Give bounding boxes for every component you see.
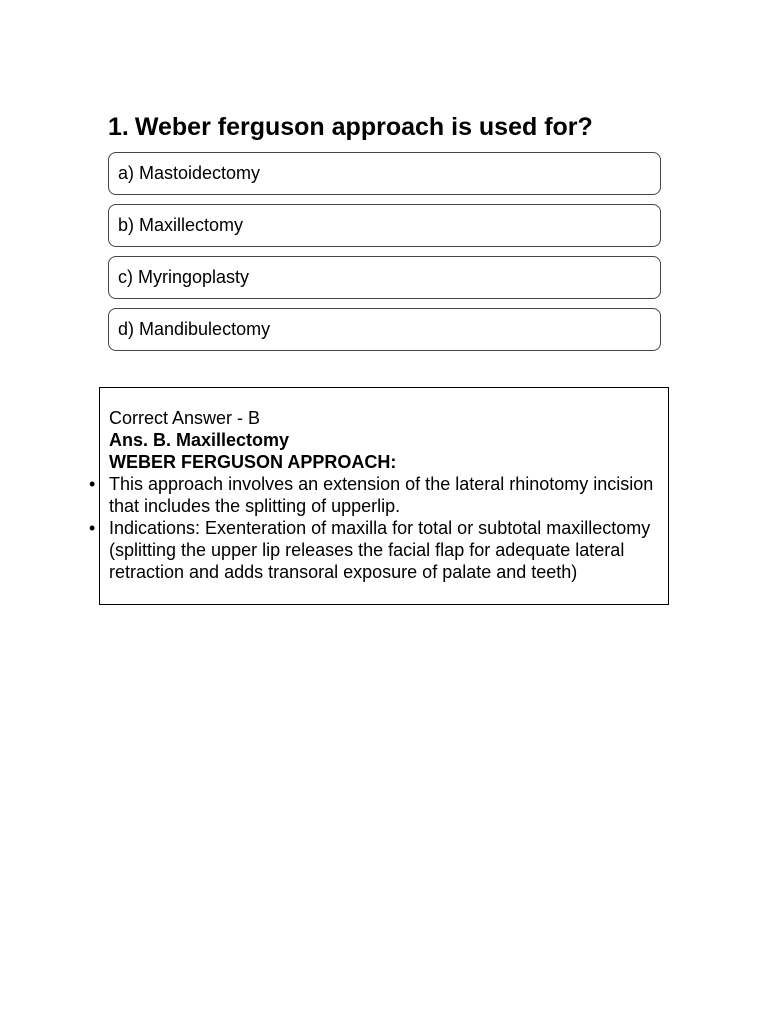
question-number: 1. <box>108 113 129 141</box>
option-label: d) Mandibulectomy <box>118 319 271 339</box>
option-label: c) Myringoplasty <box>118 267 250 287</box>
option-b[interactable] <box>108 204 661 247</box>
correct-answer-line: Correct Answer - B <box>109 408 261 428</box>
option-a[interactable] <box>108 152 661 195</box>
option-c[interactable] <box>108 256 661 299</box>
list-item <box>89 473 659 517</box>
question-title <box>108 110 668 144</box>
option-d[interactable] <box>108 308 661 351</box>
question-block <box>108 110 668 360</box>
list-item <box>89 517 659 583</box>
list-item-text: This approach involves an extension of the lateral rhinotomy incision that includes the splitting of upperlip. <box>109 474 654 516</box>
option-label: a) Mastoidectomy <box>118 163 261 183</box>
option-label: b) Maxillectomy <box>118 215 244 235</box>
options-list <box>108 152 668 351</box>
question-text: Weber ferguson approach is used for? <box>134 113 593 141</box>
section-heading: WEBER FERGUSON APPROACH: <box>109 452 397 472</box>
answer-heading: Ans. B. Maxillectomy <box>109 430 290 450</box>
bullet-icon: • <box>89 518 96 538</box>
list-item-text: Indications: Exenteration of maxilla for total or subtotal maxillectomy (splitting the upper lip releases the facial flap for adequate lateral retraction and adds transoral exposure of palate and teeth) <box>109 518 651 582</box>
bullet-icon: • <box>89 474 96 494</box>
explanation-list <box>89 473 659 583</box>
answer-explanation-box <box>89 387 669 605</box>
